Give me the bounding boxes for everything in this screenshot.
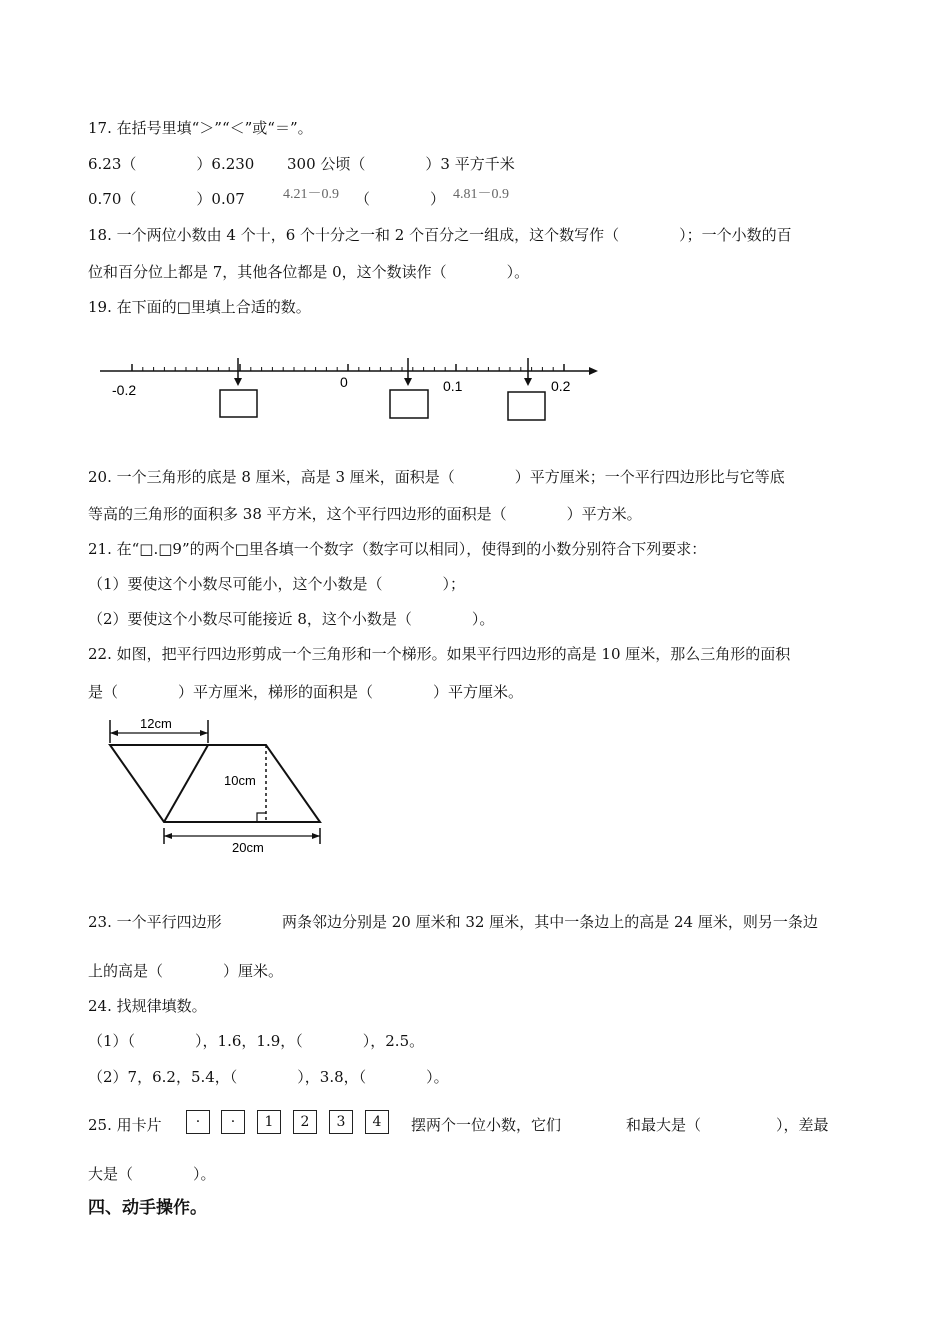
q24-title: 24. 找规律填数。 [88,997,207,1015]
tick-label-neg-0-2: -0.2 [112,382,137,398]
card-3: 3 [329,1110,353,1134]
section-4-heading: 四、动手操作。 [88,1198,207,1218]
q17-title: 17. 在括号里填“＞”“＜”或“＝”。 [88,119,313,137]
q17-row1-a: 6.23（ ）6.230 [88,155,255,173]
q22-line2: 是（ ）平方厘米，梯形的面积是（ ）平方厘米。 [88,683,524,701]
arrow-marker-3 [524,358,532,386]
card-dot-2: · [221,1110,245,1134]
q24-part1: （1）（ ），1.6，1.9，（ ），2.5。 [88,1032,425,1050]
q20-line1: 20. 一个三角形的底是 8 厘米，高是 3 厘米，面积是（ ）平方厘米；一个平行四边形比与它等底 [88,468,785,486]
parallelogram-figure [100,710,340,860]
tick-label-0-2: 0.2 [551,378,571,394]
q22-line1: 22. 如图，把平行四边形剪成一个三角形和一个梯形。如果平行四边形的高是 10 厘米，那么三角形的面积 [88,645,791,663]
cut-line [164,745,208,822]
q25-end1: 和最大是（ ），差最 [626,1116,829,1134]
tick-label-0: 0 [340,374,348,390]
card-dot-1: · [186,1110,210,1134]
q23-line1-a: 23. 一个平行四边形 [88,913,222,931]
q21-part2: （2）要使这个小数尽可能接近 8，这个小数是（ ）。 [88,610,495,628]
q21-title: 21. 在“□.□9”的两个□里各填一个数字（数字可以相同），使得到的小数分别符合下列要求： [88,540,707,558]
parallelogram-outline [110,745,320,822]
top-dimension-label: 12cm [140,716,172,731]
answer-box-3[interactable] [508,392,545,420]
arrow-marker-2 [404,358,412,386]
number-line-figure [90,355,610,430]
card-2: 2 [293,1110,317,1134]
q17-row2-a: 0.70（ ）0.07 [88,190,245,208]
q25-mid: 摆两个一位小数，它们 [411,1116,562,1134]
answer-box-1[interactable] [220,390,257,417]
q17-row2-expr2: 4.81－0.9 [453,187,509,202]
q21-part1: （1）要使这个小数尽可能小，这个小数是（ ）； [88,575,466,593]
card-4: 4 [365,1110,389,1134]
number-line-arrowhead [589,367,598,375]
q23-line2: 上的高是（ ）厘米。 [88,962,284,980]
q17-row2-paren: （ ） [355,190,446,208]
q17-row1-b: 300 公顷（ ）3 平方千米 [287,155,515,173]
q25-prefix: 25. 用卡片 [88,1116,162,1134]
bottom-dimension-label: 20cm [232,840,264,855]
answer-box-2[interactable] [390,390,428,418]
number-line-ticks [132,364,564,371]
tick-label-0-1: 0.1 [443,378,463,394]
q25-line2: 大是（ ）。 [88,1165,216,1183]
card-1: 1 [257,1110,281,1134]
q17-row2-expr1: 4.21－0.9 [283,187,339,202]
q20-line2: 等高的三角形的面积多 38 平方米，这个平行四边形的面积是（ ）平方米。 [88,505,642,523]
q18-line1: 18. 一个两位小数由 4 个十，6 个十分之一和 2 个百分之一组成，这个数写作（ ）；一个小数的百 [88,226,792,244]
q19-title: 19. 在下面的□里填上合适的数。 [88,298,311,316]
arrow-marker-1 [234,358,242,386]
right-angle-mark [257,813,266,822]
height-label: 10cm [224,773,256,788]
q23-line1-b: 两条邻边分别是 20 厘米和 32 厘米，其中一条边上的高是 24 厘米，则另一条边 [282,913,818,931]
q18-line2: 位和百分位上都是 7，其他各位都是 0，这个数读作（ ）。 [88,263,530,281]
q24-part2: （2）7，6.2，5.4，（ ），3.8，（ ）。 [88,1068,449,1086]
